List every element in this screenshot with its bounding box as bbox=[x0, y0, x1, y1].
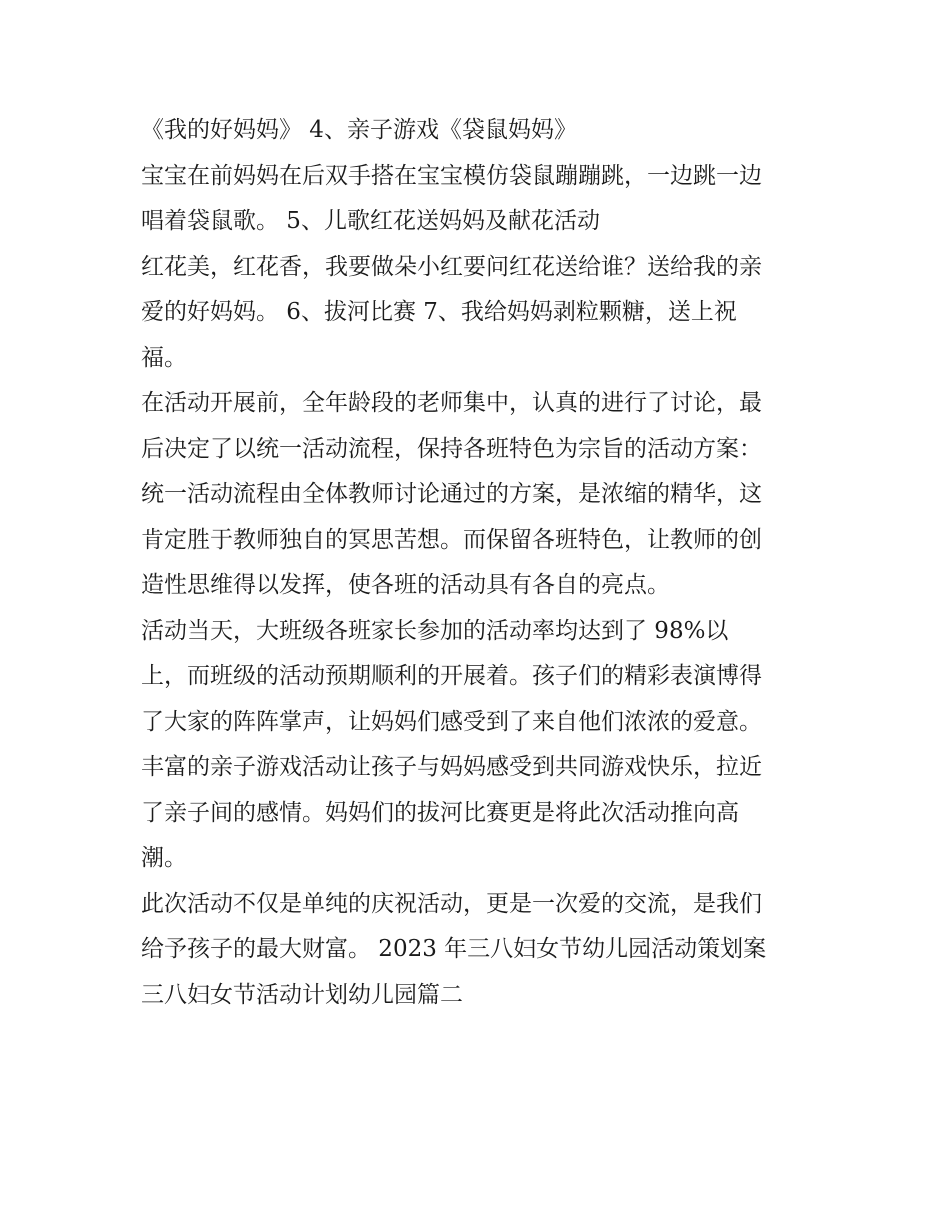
text-line: 了亲子间的感情。妈妈们的拔河比赛更是将此次活动推向高 bbox=[141, 799, 739, 826]
text-line: 肯定胜于教师独自的冥思苦想。而保留各班特色，让教师的创 bbox=[141, 526, 762, 553]
text-line: 在活动开展前，全年龄段的老师集中，认真的进行了讨论，最 bbox=[141, 390, 762, 416]
text-line: 爱的好妈妈。 6、拔河比赛 7、我给妈妈剥粒颗糖，送上祝 bbox=[141, 299, 737, 325]
text-line: 造性思维得以发挥，使各班的活动具有各自的亮点。 bbox=[141, 572, 670, 598]
document-body bbox=[141, 108, 821, 1018]
text-line: 统一活动流程由全体教师讨论通过的方案，是浓缩的精华，这 bbox=[141, 481, 762, 507]
text-line: 了大家的阵阵掌声，让妈妈们感受到了来自他们浓浓的爱意。 bbox=[141, 708, 762, 735]
text-line: 福。 bbox=[141, 344, 187, 371]
text-line: 丰富的亲子游戏活动让孩子与妈妈感受到共同游戏快乐，拉近 bbox=[141, 754, 762, 780]
text-line: 潮。 bbox=[141, 845, 187, 871]
text-line: 《我的好妈妈》 4、亲子游戏《袋鼠妈妈》 bbox=[141, 117, 577, 143]
text-line: 给予孩子的最大财富。 2023 年三八妇女节幼儿园活动策划案 bbox=[141, 936, 767, 962]
text-line: 唱着袋鼠歌。 5、儿歌红花送妈妈及献花活动 bbox=[141, 208, 600, 234]
text-line: 宝宝在前妈妈在后双手搭在宝宝模仿袋鼠蹦蹦跳，一边跳一边 bbox=[141, 162, 762, 189]
text-line: 红花美，红花香，我要做朵小红要问红花送给谁？送给我的亲 bbox=[141, 253, 762, 280]
text-line: 活动当天，大班级各班家长参加的活动率均达到了 98%以 bbox=[141, 617, 729, 644]
text-line: 上，而班级的活动预期顺利的开展着。孩子们的精彩表演博得 bbox=[141, 663, 762, 689]
text-line: 后决定了以统一活动流程，保持各班特色为宗旨的活动方案： bbox=[141, 435, 762, 462]
text-line: 三八妇女节活动计划幼儿园篇二 bbox=[141, 981, 463, 1008]
text-line: 此次活动不仅是单纯的庆祝活动，更是一次爱的交流，是我们 bbox=[141, 890, 762, 917]
